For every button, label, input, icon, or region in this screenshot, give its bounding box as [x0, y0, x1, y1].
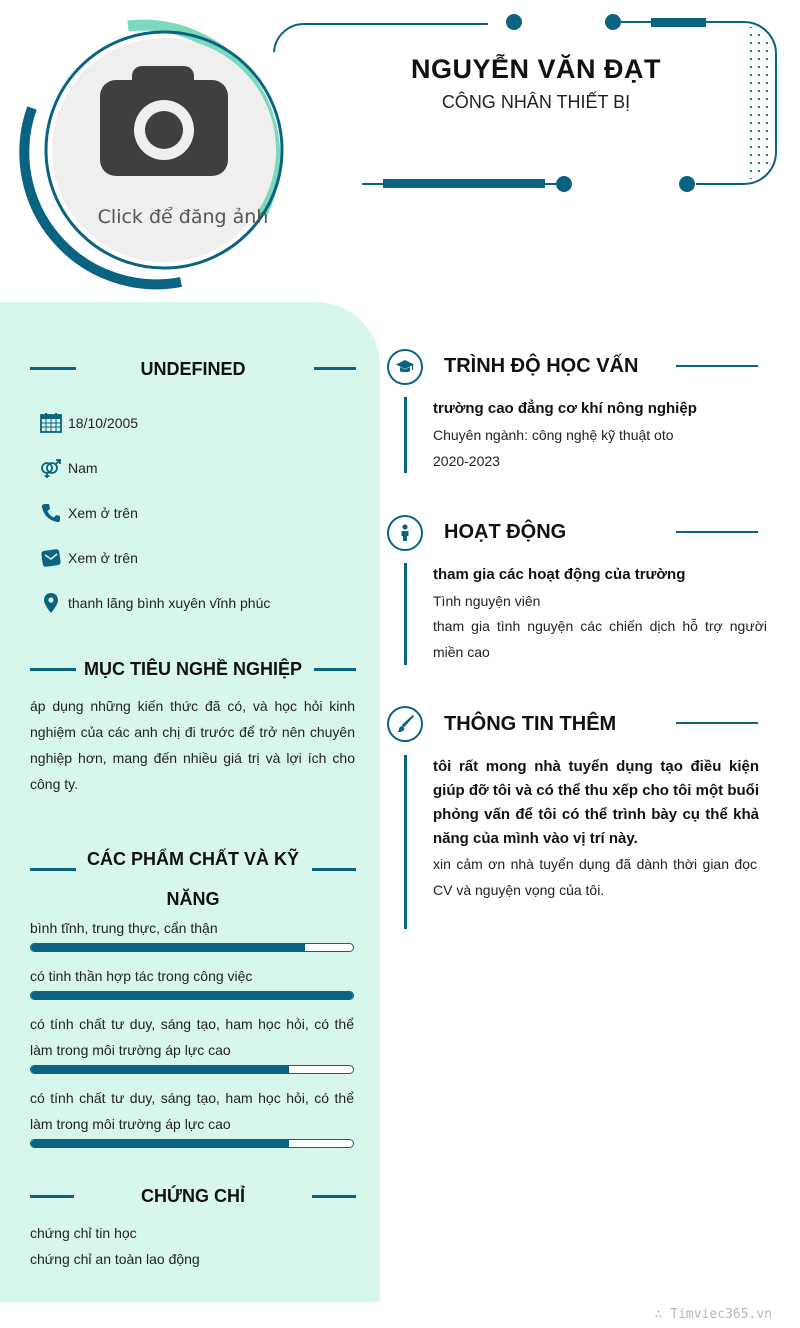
skill-bar-fill: [31, 1140, 289, 1147]
section-rule: [30, 668, 76, 671]
watermark-text: Timviec365.vn: [670, 1307, 772, 1322]
section-rule: [676, 531, 758, 533]
activities-icon-badge: [387, 515, 423, 551]
additional-text: xin cảm ơn nhà tuyển dụng đã dành thời gian đọc CV và nguyện vọng của tôi.: [433, 856, 757, 898]
left-panel: [0, 302, 380, 1302]
section-rule: [312, 1195, 356, 1198]
section-rule: [676, 722, 758, 724]
info-text: Nam: [68, 460, 98, 476]
personal-section-title: UNDEFINED: [140, 359, 246, 379]
section-rule: [314, 668, 356, 671]
education-period: 2020-2023: [433, 453, 500, 469]
education-icon-badge: [387, 349, 423, 385]
job-title: CÔNG NHÂN THIẾT BỊ: [441, 92, 631, 112]
location-icon: [40, 592, 62, 614]
skill-bar: [30, 1065, 354, 1074]
candidate-name: NGUYỄN VĂN ĐẠT: [410, 54, 661, 84]
activity-name: tham gia các hoạt động của trường: [433, 566, 686, 583]
skills-title-line: NĂNG: [166, 889, 220, 909]
info-email: [40, 546, 138, 570]
additional-icon-badge: [387, 706, 423, 742]
objective-section-title: MỤC TIÊU NGHỀ NGHIỆP: [83, 659, 302, 679]
section-rule: [30, 1195, 74, 1198]
section-rule: [312, 868, 356, 871]
activities-section-title: HOẠT ĐỘNG: [444, 521, 567, 543]
photo-upload-label[interactable]: Click để đăng ảnh: [97, 206, 269, 228]
info-text: Xem ở trên: [68, 505, 138, 521]
section-rule: [30, 868, 76, 871]
section-vertical-line: [404, 563, 407, 665]
skill-bar: [30, 943, 354, 952]
education-major: Chuyên ngành: công nghệ kỹ thuật oto: [433, 427, 674, 443]
email-icon: [40, 547, 62, 569]
avatar-frame: [18, 18, 298, 298]
skill-bar: [30, 991, 354, 1000]
certificates-section-title: CHỨNG CHỈ: [141, 1186, 245, 1206]
section-vertical-line: [404, 755, 407, 929]
info-gender: [40, 456, 98, 480]
skills-section-title: [80, 839, 306, 919]
section-rule: [30, 367, 76, 370]
gender-icon: [40, 457, 62, 479]
certificate-item: chứng chỉ tin học: [30, 1225, 137, 1241]
paint-brush-icon: [395, 714, 415, 734]
camera-icon: [98, 64, 230, 180]
section-rule: [676, 365, 758, 367]
info-phone: [40, 501, 138, 525]
additional-section-title: THÔNG TIN THÊM: [444, 713, 617, 735]
phone-icon: [40, 502, 62, 524]
skill-label: có tinh thần hợp tác trong công việc: [30, 968, 253, 984]
skill-label: có tính chất tư duy, sáng tạo, ham học hỏi, có thể làm trong môi trường áp lực cao: [30, 1090, 354, 1132]
activity-role: Tình nguyện viên: [433, 593, 541, 609]
education-school: trường cao đẳng cơ khí nông nghiệp: [433, 400, 697, 417]
calendar-icon: [40, 412, 62, 434]
objective-text: áp dụng những kiến thức đã có, và học hỏi kinh nghiệm của các anh chị đi trước để trở nên chuyên nghiệp hơn, mang đến nhiều giá trị và lợi ích cho công ty.: [30, 698, 355, 792]
additional-highlight-text: tôi rất mong nhà tuyển dụng tạo điều kiện giúp đỡ tôi và có thể thu xếp cho tôi một buổi phỏng vấn để tôi có thể trình bày cụ thể khả năng của mình vào vị trí này.: [433, 758, 759, 847]
section-vertical-line: [404, 397, 407, 473]
skill-bar-fill: [31, 944, 305, 951]
info-text: 18/10/2005: [68, 415, 139, 431]
info-birthdate: [40, 411, 138, 435]
education-section-title: TRÌNH ĐỘ HỌC VẤN: [444, 355, 639, 377]
certificate-item: chứng chỉ an toàn lao động: [30, 1251, 200, 1267]
skills-title-line: CÁC PHẨM CHẤT VÀ KỸ: [86, 849, 299, 869]
skill-label: bình tĩnh, trung thực, cẩn thận: [30, 920, 218, 936]
skill-bar-fill: [31, 992, 353, 999]
graduation-cap-icon: [395, 357, 415, 377]
photo-upload-button[interactable]: [52, 38, 276, 262]
info-text: thanh lãng bình xuyên vĩnh phúc: [68, 595, 271, 611]
skill-bar: [30, 1139, 354, 1148]
person-icon: [395, 523, 415, 543]
info-address: [40, 591, 270, 615]
skill-label: có tính chất tư duy, sáng tạo, ham học hỏi, có thể làm trong môi trường áp lực cao: [30, 1016, 354, 1058]
skill-bar-fill: [31, 1066, 289, 1073]
activity-description: tham gia tình nguyện các chiến dịch hỗ trợ người miền cao: [433, 618, 767, 660]
watermark: ∴ Timviec365.vn: [654, 1307, 772, 1322]
section-rule: [314, 367, 356, 370]
info-text: Xem ở trên: [68, 550, 138, 566]
